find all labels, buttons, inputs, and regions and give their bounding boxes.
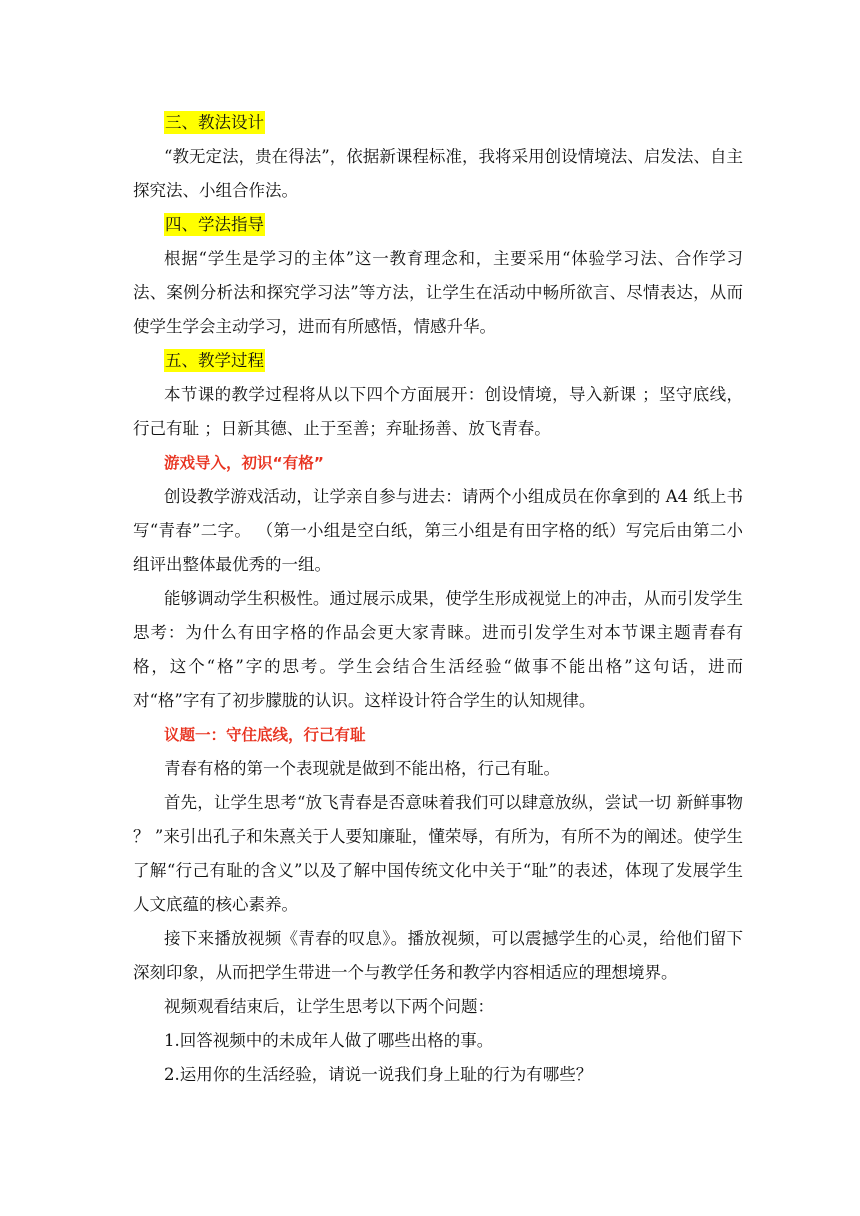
sub-heading-topic-one: 议题一：守住底线，行己有耻 bbox=[164, 726, 366, 744]
section-heading-learning-guidance bbox=[133, 208, 743, 242]
paragraph: 接下来播放视频《青春的叹息》。播放视频，可以震撼学生的心灵，给他们留下深刻印象，从而把学生带进一个与教学任务和教学内容相适应的理想境界。 bbox=[133, 929, 743, 982]
list-item: 2.运用你的生活经验，请说一说我们身上耻的行为有哪些？ bbox=[164, 1065, 593, 1084]
paragraph: 根据“学生是学习的主体”这一教育理念和，主要采用“体验学习法、合作学习法、案例分析法和探究学习法”等方法，让学生在活动中畅所欲言、尽情表达，从而使学生学会主动学习，进而有所感悟，情感升华。 bbox=[133, 249, 743, 336]
document-body bbox=[133, 106, 743, 1092]
paragraph: 本节课的教学过程将从以下四个方面展开：创设情境，导入新课 ；坚守底线，行己有耻 ；日新其德、止于至善；弃耻扬善、放飞青春。 bbox=[133, 385, 743, 438]
heading-highlight: 三、教法设计 bbox=[165, 113, 264, 132]
sub-heading-game-intro: 游戏导入，初识“有格” bbox=[164, 454, 324, 472]
list-item: 1.回答视频中的未成年人做了哪些出格的事。 bbox=[164, 1031, 494, 1050]
heading-highlight: 五、教学过程 bbox=[165, 351, 264, 370]
paragraph: 创设教学游戏活动，让学亲自参与进去：请两个小组成员在你拿到的 A4 纸上书写“青春”二字。 （第一小组是空白纸，第三小组是有田字格的纸）写完后由第二小组评出整体最优秀的一组。 bbox=[133, 487, 743, 574]
heading-highlight: 四、学法指导 bbox=[165, 215, 264, 234]
paragraph: “教无定法，贵在得法”，依据新课程标准，我将采用创设情境法、启发法、自主探究法、小组合作法。 bbox=[133, 147, 743, 200]
paragraph: 青春有格的第一个表现就是做到不能出格，行己有耻。 bbox=[164, 759, 560, 778]
paragraph: 视频观看结束后，让学生思考以下两个问题： bbox=[164, 997, 494, 1016]
paragraph: 首先，让学生思考“放飞青春是否意味着我们可以肆意放纵，尝试一切 新鲜事物 ？ ”来引出孔子和朱熹关于人要知廉耻，懂荣辱，有所为，有所不为的阐述。使学生了解“行己有耻的含义”以及了解中国传统文化中关于“耻”的表述，体现了发展学生人文底蕴的核心素养。 bbox=[133, 793, 743, 914]
paragraph: 能够调动学生积极性。通过展示成果，使学生形成视觉上的冲击，从而引发学生思考：为什么有田字格的作品会更大家青睐。进而引发学生对本节课主题青春有格，这个“格”字的思考。学生会结合生活经验“做事不能出格”这句话，进而对“格”字有了初步朦胧的认识。这样设计符合学生的认知规律。 bbox=[133, 589, 743, 710]
section-heading-teaching-methods bbox=[133, 106, 743, 140]
section-heading-teaching-process bbox=[133, 344, 743, 378]
